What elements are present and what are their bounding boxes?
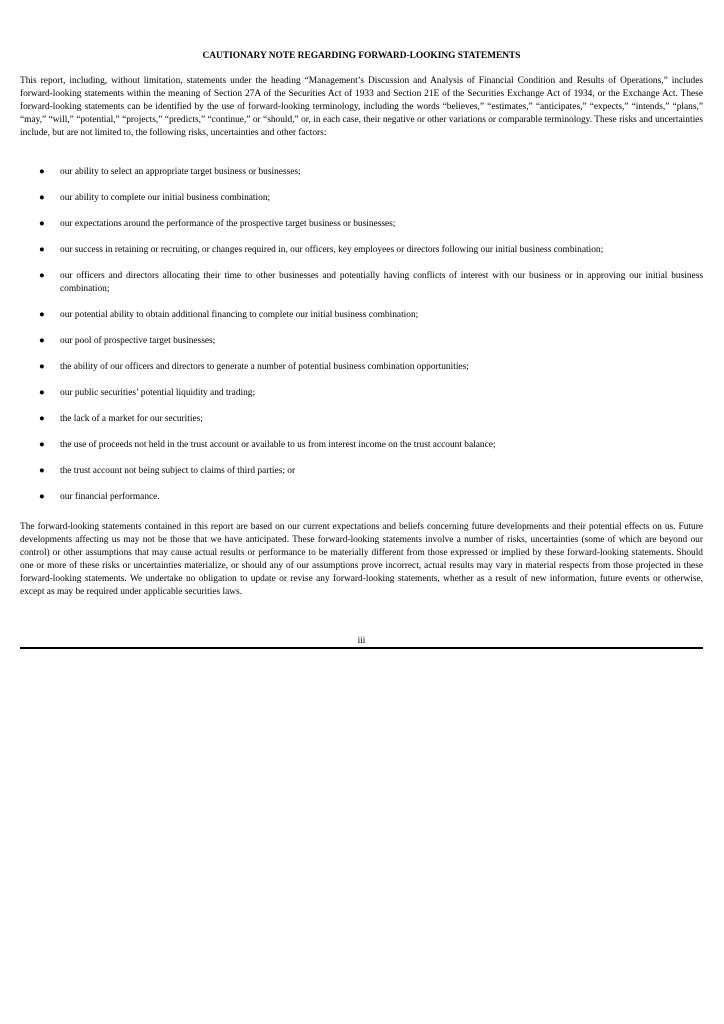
- list-item: [20, 166, 703, 179]
- bullet-icon: ●: [39, 466, 45, 476]
- list-item: [20, 192, 703, 205]
- page-footer-rule: [20, 647, 703, 649]
- bullet-icon: ●: [39, 440, 45, 450]
- list-item-text: our success in retaining or recruiting, or changes required in, our officers, key employees or directors following our initial business combination;: [60, 245, 604, 255]
- page-number: iii: [357, 636, 366, 646]
- bullet-icon: ●: [39, 336, 45, 346]
- bullet-icon: ●: [39, 219, 45, 229]
- list-item-text: the trust account not being subject to claims of third parties; or: [60, 466, 296, 476]
- bullet-icon: ●: [39, 492, 45, 502]
- list-item: [20, 361, 703, 374]
- bullet-icon: ●: [39, 193, 45, 203]
- list-item: [20, 218, 703, 231]
- bullet-icon: ●: [39, 388, 45, 398]
- list-item-text: our financial performance.: [60, 492, 160, 502]
- closing-paragraph: The forward-looking statements contained in this report are based on our current expectations and beliefs concerning future developments and their potential effects on us. Future developments affecting us may not be those that we have anticipated. These forward-looking statements involve a number of risks, uncertainties (some of which are beyond our control) or other assumptions that may cause actual results or performance to be materially different from those expressed or implied by these forward-looking statements. Should one or more of these risks or uncertainties materialize, or should any of our assumptions prove incorrect, actual results may vary in material respects from those projected in these forward-looking statements. We undertake no obligation to update or revise any forward-looking statements, whether as a result of new information, future events or otherwise, except as may be required under applicable securities laws.: [20, 522, 703, 597]
- page-title: CAUTIONARY NOTE REGARDING FORWARD-LOOKING STATEMENTS: [202, 51, 521, 61]
- list-item: [20, 439, 703, 452]
- list-item-text: our ability to complete our initial business combination;: [60, 193, 271, 203]
- intro-paragraph: This report, including, without limitation, statements under the heading “Management’s Discussion and Analysis of Financial Condition and Results of Operations,” includes forward-looking statements within the meaning of Section 27A of the Securities Act of 1933 and Section 21E of the Securities Exchange Act of 1934, or the Exchange Act. These forward-looking statements can be identified by the use of forward-looking terminology, including the words “believes,” “estimates,” “anticipates,” “expects,” “intends,” “plans,” “may,” “will,” “potential,” “projects,” “predicts,” “continue,” or “should,” or, in each case, their negative or other variations or comparable terminology. These risks and uncertainties include, but are not limited to, the following risks, uncertainties and other factors:: [20, 76, 703, 138]
- bullet-icon: ●: [39, 414, 45, 424]
- list-item-text: our public securities’ potential liquidity and trading;: [60, 388, 256, 398]
- list-item-text: the use of proceeds not held in the trust account or available to us from interest income on the trust account balance;: [60, 440, 496, 450]
- list-item-text: our potential ability to obtain additional financing to complete our initial business combination;: [60, 310, 419, 320]
- list-item: [20, 387, 703, 400]
- list-item-text: the ability of our officers and directors to generate a number of potential business combination opportunities;: [60, 362, 469, 372]
- list-item-text: the lack of a market for our securities;: [60, 414, 203, 424]
- list-item-text: our ability to select an appropriate target business or businesses;: [60, 167, 301, 177]
- bullet-icon: ●: [39, 167, 45, 177]
- list-item-text: our pool of prospective target businesses;: [60, 336, 216, 346]
- list-item: [20, 491, 703, 504]
- list-item: [20, 309, 703, 322]
- bullet-icon: ●: [39, 310, 45, 320]
- list-item-text: our officers and directors allocating their time to other businesses and potentially having conflicts of interest with our business or in approving our initial business combination;: [60, 271, 703, 294]
- list-item: [20, 413, 703, 426]
- bullet-icon: ●: [39, 362, 45, 372]
- list-item-text: our expectations around the performance of the prospective target business or businesses;: [60, 219, 396, 229]
- risk-factor-list: [20, 166, 703, 517]
- bullet-icon: ●: [39, 245, 45, 255]
- list-item: [20, 335, 703, 348]
- list-item: [20, 244, 703, 257]
- list-item: [20, 465, 703, 478]
- bullet-icon: ●: [39, 271, 45, 281]
- list-item: [20, 270, 703, 296]
